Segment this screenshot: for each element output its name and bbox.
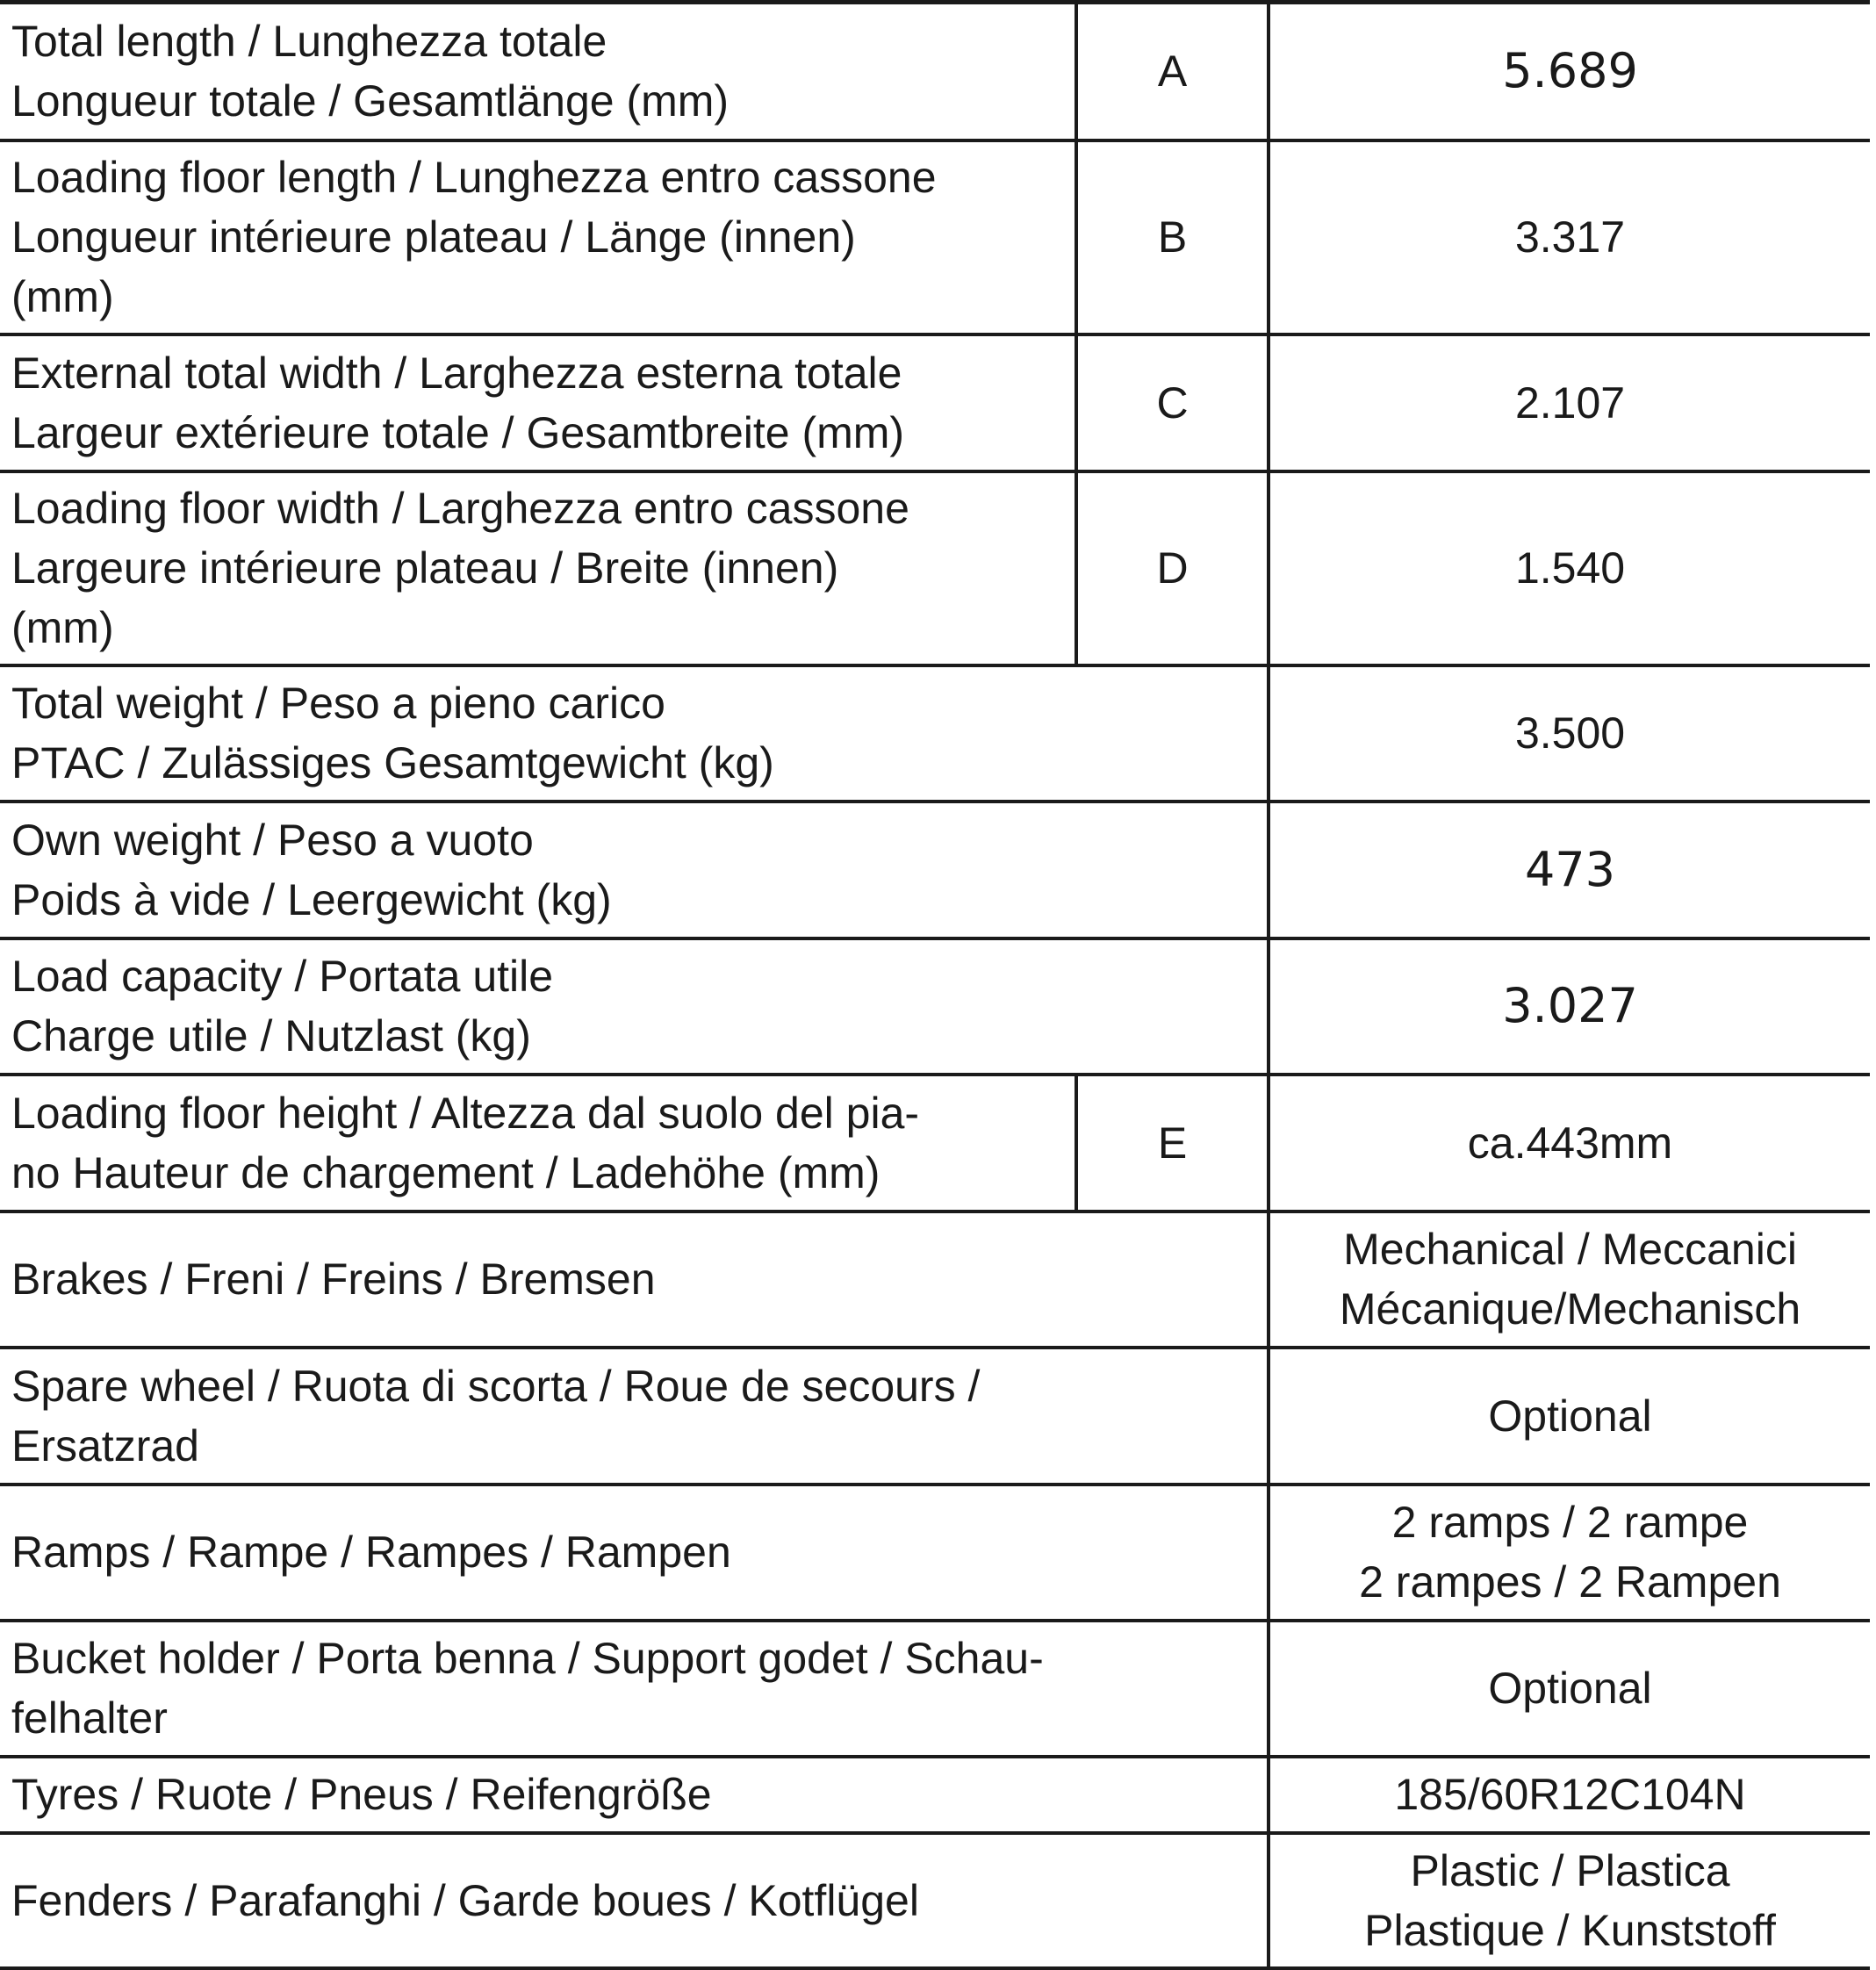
spec-label: Brakes / Freni / Freins / Bremsen <box>0 1211 1269 1348</box>
spec-row-external-total-width <box>0 334 1870 471</box>
spec-label: Loading floor width / Larghezza entro cassone Largeure intérieure plateau / Breite (innen) (mm) <box>0 471 1076 665</box>
spec-row-total-weight <box>0 665 1870 802</box>
spec-label: Loading floor height / Altezza dal suolo del pia- no Hauteur de chargement / Ladehöhe (mm) <box>0 1075 1076 1211</box>
dimension-code: E <box>1076 1075 1269 1211</box>
spec-row-brakes <box>0 1211 1870 1348</box>
spec-value: Optional <box>1269 1348 1870 1485</box>
spec-label: Spare wheel / Ruota di scorta / Roue de secours / Ersatzrad <box>0 1348 1269 1485</box>
dimension-code: B <box>1076 140 1269 334</box>
dimension-code: A <box>1076 3 1269 140</box>
spec-value: Optional <box>1269 1621 1870 1757</box>
spec-value: ca.443mm <box>1269 1075 1870 1211</box>
spec-label: Load capacity / Portata utile Charge utile / Nutzlast (kg) <box>0 938 1269 1075</box>
spec-label: External total width / Larghezza esterna totale Largeur extérieure totale / Gesamtbreite (mm) <box>0 334 1076 471</box>
spec-row-bucket-holder <box>0 1621 1870 1757</box>
spec-row-tyres <box>0 1757 1870 1833</box>
spec-label: Fenders / Parafanghi / Garde boues / Kotflügel <box>0 1833 1269 1968</box>
spec-value: Plastic / Plastica Plastique / Kunststoff <box>1269 1833 1870 1968</box>
spec-row-fenders <box>0 1833 1870 1968</box>
spec-label: Bucket holder / Porta benna / Support godet / Schau- felhalter <box>0 1621 1269 1757</box>
spec-value: 185/60R12C104N <box>1269 1757 1870 1833</box>
spec-label: Total length / Lunghezza totale Longueur totale / Gesamtlänge (mm) <box>0 3 1076 140</box>
spec-row-loading-floor-width <box>0 471 1870 665</box>
spec-row-spare-wheel <box>0 1348 1870 1485</box>
spec-label: Own weight / Peso a vuoto Poids à vide / Leergewicht (kg) <box>0 802 1269 938</box>
spec-row-ramps <box>0 1485 1870 1621</box>
spec-row-load-capacity <box>0 938 1870 1075</box>
spec-value: 3.317 <box>1269 140 1870 334</box>
spec-value: 2.107 <box>1269 334 1870 471</box>
spec-label: Ramps / Rampe / Rampes / Rampen <box>0 1485 1269 1621</box>
spec-row-loading-floor-height <box>0 1075 1870 1211</box>
dimension-code: D <box>1076 471 1269 665</box>
spec-value: 5.689 <box>1269 3 1870 140</box>
spec-label: Loading floor length / Lunghezza entro cassone Longueur intérieure plateau / Länge (innen) (mm) <box>0 140 1076 334</box>
spec-label: Tyres / Ruote / Pneus / Reifengröße <box>0 1757 1269 1833</box>
spec-value: 473 <box>1269 802 1870 938</box>
spec-value: 1.540 <box>1269 471 1870 665</box>
dimension-code: C <box>1076 334 1269 471</box>
spec-row-loading-floor-length <box>0 140 1870 334</box>
spec-value: 3.027 <box>1269 938 1870 1075</box>
spec-value: 2 ramps / 2 rampe 2 rampes / 2 Rampen <box>1269 1485 1870 1621</box>
spec-label: Total weight / Peso a pieno carico PTAC / Zulässiges Gesamtgewicht (kg) <box>0 665 1269 802</box>
spec-row-total-length <box>0 3 1870 140</box>
spec-value: Mechanical / Meccanici Mécanique/Mechanisch <box>1269 1211 1870 1348</box>
spec-row-own-weight <box>0 802 1870 938</box>
spec-value: 3.500 <box>1269 665 1870 802</box>
